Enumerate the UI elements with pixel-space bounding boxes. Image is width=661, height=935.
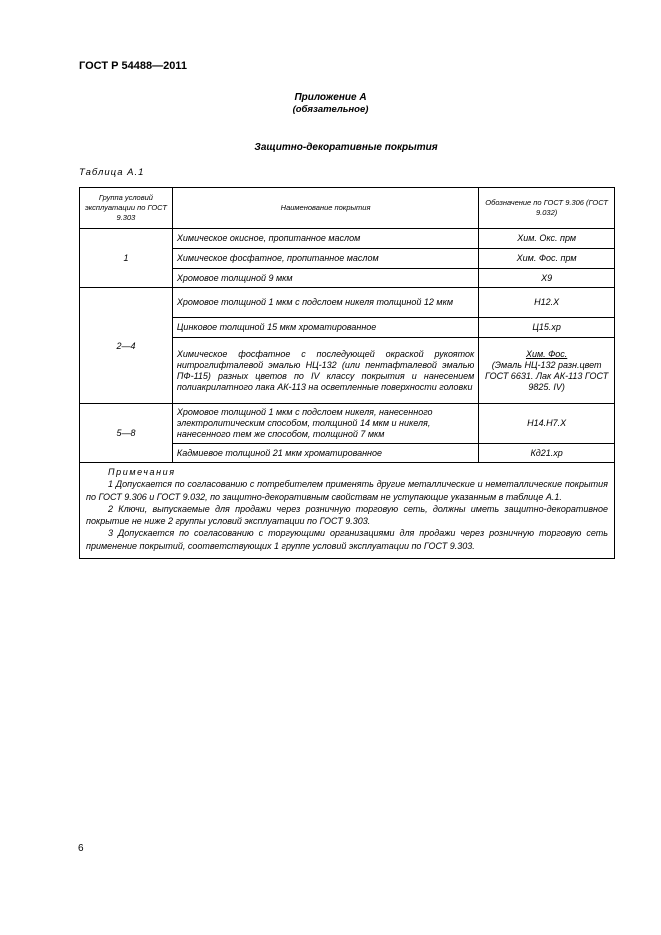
table-label: Таблица А.1 — [79, 167, 145, 178]
table-row — [80, 288, 615, 318]
coating-code: Х9 — [479, 269, 615, 288]
table-row — [80, 229, 615, 249]
notes-cell — [80, 463, 615, 559]
coating-code: Ц15.хр — [479, 318, 615, 338]
note-item: 3 Допускается по согласованию с торгующими организациями для продажи через розничную торговую сеть применение покрытий, соответствующих 1 группе условий эксплуатации по ГОСТ 9.303. — [86, 528, 608, 551]
table-row — [80, 404, 615, 444]
coating-name: Хромовое толщиной 9 мкм — [172, 269, 478, 288]
coating-name: Кадмиевое толщиной 21 мкм хроматированное — [172, 444, 478, 463]
appendix-title: Приложение А — [294, 92, 367, 103]
group-cell: 1 — [80, 229, 173, 288]
coating-name: Химическое фосфатное с последующей окраской рукояток нитроглифталевой эмалью НЦ-132 (или пентафталевой эмалью ПФ-115) разных цветов по IV классу покрытия и нанесением полиакрилатного лака АК-113 на осветленные поверхности головки — [172, 338, 478, 404]
column-header-group: Группа условий эксплуатации по ГОСТ 9.303 — [80, 188, 173, 229]
notes-title: Примечания — [108, 467, 176, 477]
coating-code-detail: (Эмаль НЦ-132 разн.цвет ГОСТ 6631. Лак АК-113 ГОСТ 9825. IV) — [485, 359, 609, 392]
standard-header: ГОСТ Р 54488—2011 — [79, 60, 187, 72]
note-item: 1 Допускается по согласованию с потребителем применять другие металлические и неметаллические покрытия по ГОСТ 9.306 и ГОСТ 9.032, по защитно-декоративным свойствам не уступающие указанным в таблице А.1. — [86, 479, 608, 502]
table-header-row — [80, 188, 615, 229]
page-number: 6 — [78, 843, 84, 854]
notes-row — [80, 463, 615, 559]
coating-code: Кд21.хр — [479, 444, 615, 463]
coatings-table — [79, 187, 615, 559]
column-header-code: Обозначение по ГОСТ 9.306 (ГОСТ 9.032) — [479, 188, 615, 229]
coating-code — [479, 338, 615, 404]
section-title: Защитно-декоративные покрытия — [254, 142, 438, 153]
coating-code-main: Хим. Фос. — [525, 348, 568, 359]
coating-name: Цинковое толщиной 15 мкм хроматированное — [172, 318, 478, 338]
group-cell: 2—4 — [80, 288, 173, 404]
coating-code: Н14.Н7.Х — [479, 404, 615, 444]
note-item: 2 Ключи, выпускаемые для продажи через розничную торговую сеть, должны иметь защитно-декоративное покрытие не ниже 2 группы условий эксплуатации по ГОСТ 9.303. — [86, 503, 608, 527]
coating-name: Химическое фосфатное, пропитанное маслом — [172, 249, 478, 269]
coating-code: Хим. Окс. прм — [479, 229, 615, 249]
coating-code: Н12.Х — [479, 288, 615, 318]
coating-name: Хромовое толщиной 1 мкм с подслоем никеля толщиной 12 мкм — [172, 288, 478, 318]
coating-name: Химическое окисное, пропитанное маслом — [172, 229, 478, 249]
group-cell: 5—8 — [80, 404, 173, 463]
coating-name: Хромовое толщиной 1 мкм с подслоем никеля, нанесенного электролитическим способом, толщиной 14 мкм и никеля, нанесенного тем же способом, толщиной 7 мкм — [172, 404, 478, 444]
coating-code: Хим. Фос. прм — [479, 249, 615, 269]
appendix-subtitle: (обязательное) — [292, 104, 369, 115]
column-header-name: Наименование покрытия — [172, 188, 478, 229]
